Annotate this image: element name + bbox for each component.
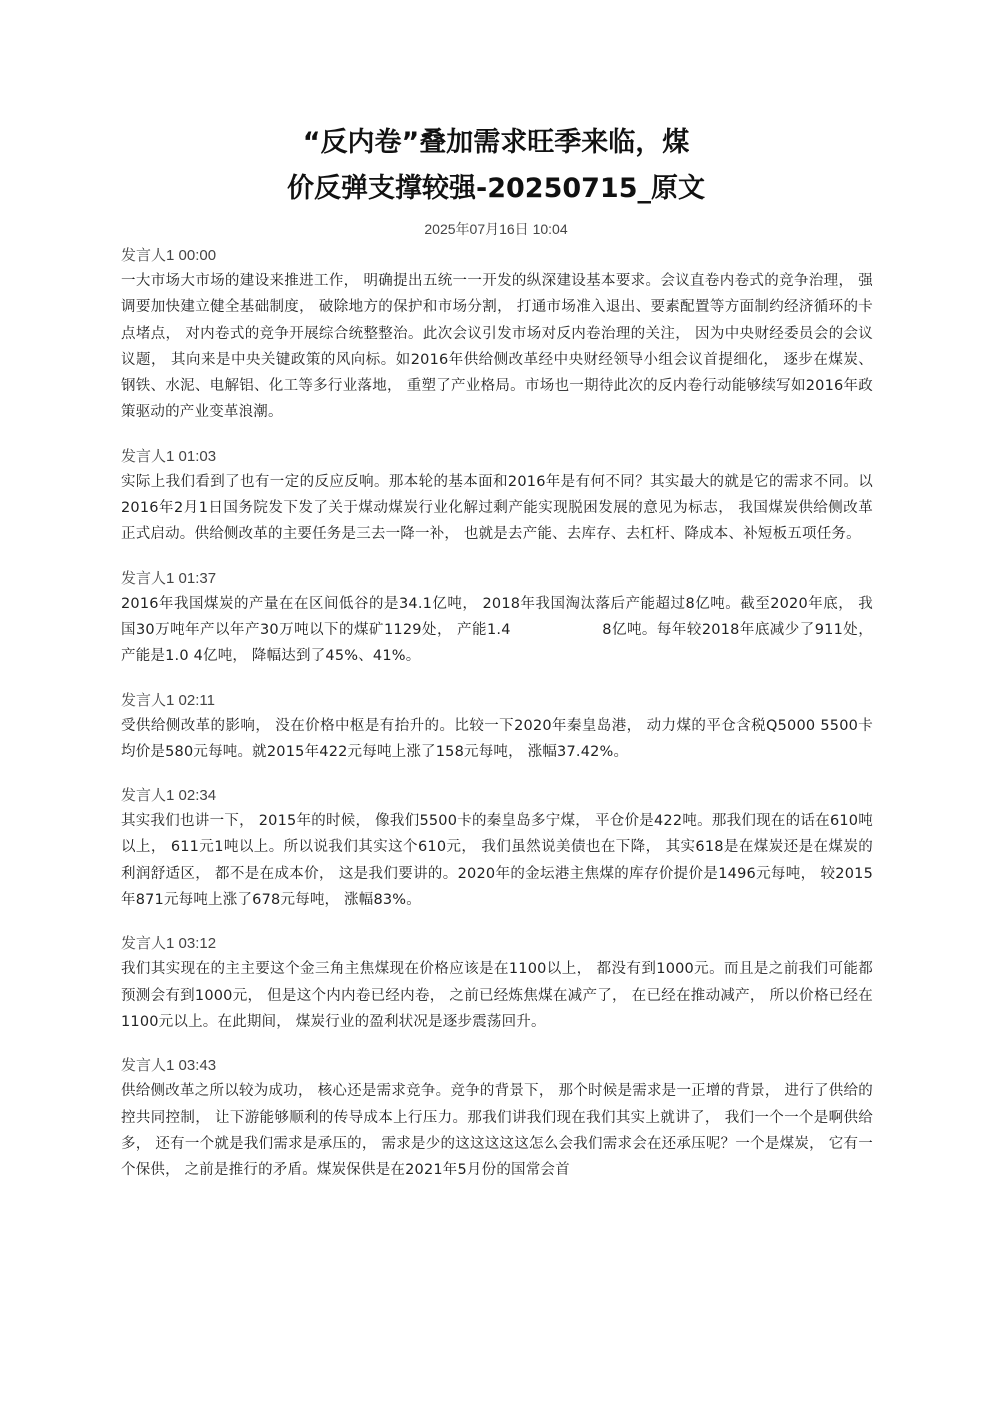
transcript-segment bbox=[121, 567, 878, 670]
segment-text: 实际上我们看到了也有一定的反应反响。那本轮的基本面和2016年是有何不同？其实最大的就是它的需求不同。以2016年2月1日国务院发下发了关于煤动煤炭行业化解过剩产能实现脱困发展的意见为标志， 我国煤炭供给侧改革正式启动。供给侧改革的主要任务是三去一降一补， 也就是去产能、去库存、去杠杆、降成本、补短板五项任务。 bbox=[121, 473, 873, 543]
transcript-segment bbox=[121, 445, 873, 548]
title-line-2: 价反弹支撑较强-20250715_原文 bbox=[287, 173, 705, 204]
transcript-segment bbox=[121, 244, 873, 426]
segment-text: 供给侧改革之所以较为成功， 核心还是需求竞争。竞争的背景下， 那个时候是需求是一正增的背景， 进行了供给的控共同控制， 让下游能够顺利的传导成本上行压力。那我们讲我们现在我们其实上就讲了， 我们一个一个是啊供给多， 还有一个就是我们需求是承压的， 需求是少的这这这这这怎么会我们需求会在还承压呢？一个是煤炭， 它有一个保供， 之前是推行的矛盾。煤炭保供是在2021年5月份的国常会首 bbox=[121, 1083, 873, 1179]
segment-text: 受供给侧改革的影响， 没在价格中枢是有抬升的。比较一下2020年秦皇岛港， 动力煤的平仓含税Q5000 5500卡均价是580元每吨。就2015年422元每吨上涨了158元每吨， 涨幅37.42%。 bbox=[121, 717, 873, 760]
document-title bbox=[120, 120, 872, 212]
speaker-timestamp: 发言人1 02:34 bbox=[121, 787, 217, 805]
transcript-body bbox=[121, 244, 878, 1202]
speaker-timestamp: 发言人1 03:43 bbox=[121, 1057, 217, 1075]
title-line-1: “反内卷”叠加需求旺季来临，煤 bbox=[302, 127, 690, 158]
segment-text: 一大市场大市场的建设来推进工作， 明确提出五统一一开发的纵深建设基本要求。会议直卷内卷式的竞争治理， 强调要加快建立健全基础制度， 破除地方的保护和市场分割， 打通市场准入退出、要素配置等方面制约经济循环的卡点堵点， 对内卷式的竞争开展综合统整整治。此次会议引发市场对反内卷治理的关注， 因为中央财经委员会的会议议题， 其向来是中央关键政策的风向标。如2016年供给侧改革经中央财经领导小组会议首提细化， 逐步在煤炭、钢铁、水泥、电解铝、化工等多行业落地， 重塑了产业格局。市场也一期待此次的反内卷行动能够续写如2016年政策驱动的产业变革浪潮。 bbox=[121, 273, 873, 421]
segment-text: 我们其实现在的主主要这个金三角主焦煤现在价格应该是在1100以上， 都没有到1000元。而且是之前我们可能都预测会有到1000元， 但是这个内内卷已经内卷， 之前已经炼焦煤在减产了， 在已经在推动减产， 所以价格已经在1100元以上。在此期间， 煤炭行业的盈利状况是逐步震荡回升。 bbox=[121, 961, 873, 1030]
speaker-timestamp: 发言人1 01:03 bbox=[121, 447, 217, 465]
transcript-segment bbox=[121, 1054, 873, 1183]
speaker-timestamp: 发言人1 00:00 bbox=[121, 247, 217, 264]
document-date: 2025年07月16日 10:04 bbox=[424, 221, 568, 237]
segment-text: 其实我们也讲一下， 2015年的时候， 像我们5500卡的秦皇岛多宁煤， 平仓价是422吨。那我们现在的话在610吨以上， 611元1吨以上。所以说我们其实这个610元， 我们虽然说美债也在下降， 其实618是在煤炭还是在煤炭的利润舒适区， 都不是在成本价， 这是我们要讲的。2020年的金坛港主焦煤的库存价提价是1496元每吨， 较2015年871元每吨上涨了678元每吨， 涨幅83%。 bbox=[121, 813, 873, 909]
speaker-timestamp: 发言人1 02:11 bbox=[121, 691, 215, 709]
speaker-timestamp: 发言人1 03:12 bbox=[121, 935, 217, 953]
segment-text: 2016年我国煤炭的产量在在区间低谷的是34.1亿吨， 2018年我国淘汰落后产能超过8亿吨。截至2020年底， 我国30万吨年产以年产30万吨以下的煤矿1129处， 产能1.4 8亿吨。每年较2018年底减少了911处， 产能是1.0 4亿吨， 降幅达到了45%、41%。 bbox=[121, 595, 878, 665]
transcript-segment bbox=[121, 932, 873, 1035]
transcript-segment bbox=[121, 689, 873, 766]
transcript-segment bbox=[121, 784, 873, 913]
speaker-timestamp: 发言人1 01:37 bbox=[121, 569, 217, 587]
